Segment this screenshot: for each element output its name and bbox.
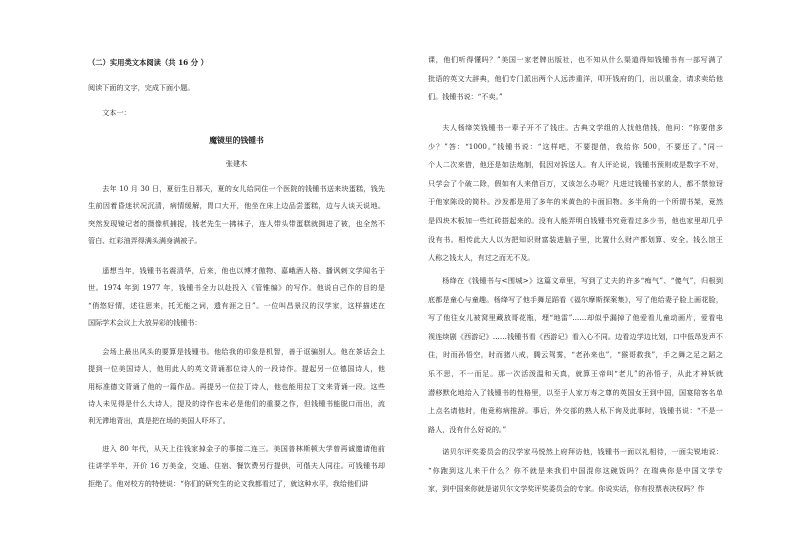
text-line: 个人二次来借，他还是如法炮制，侃因对拆送人。有人评论说，钱锺书预则或是数字不对，	[428, 160, 723, 170]
paragraph	[428, 443, 723, 499]
section-heading: （二）实用类文本阅读（共 16 分 ）	[88, 58, 208, 67]
text-line: 遥想当年，钱锺书名震清华，后来，他也以博才傲物、嘉峨酒人格、播讽刺文学闻名于	[102, 266, 385, 275]
paragraph	[88, 440, 385, 492]
right-column	[428, 0, 723, 560]
text-line: “俏悠好情，述往思来，托无能之词，遗有涯之日”。一位叫昌景汉的汉学家，这样描述在	[88, 300, 385, 310]
text-line: 没有书。相传此大人以为把知识财富装进脑子里，比置什么财产都划算、安全。钱么馆王	[428, 234, 723, 244]
article-title: 魔镜里的钱锺书	[209, 136, 264, 145]
text-line: 视连续剧《西游记》……钱锺书看《西游记》看入心不同。边看边学边比划，口中低昂发声不	[428, 331, 723, 341]
text-line: 人称之钱太人，有过之而无不及。	[428, 253, 535, 263]
text-line: 会场上最出风头的要算是钱锺书。他给我的印象是机智，善于诓骗别人。他在茶话会上	[102, 347, 385, 356]
text-line: 进入 80 年代，从天上往钱家掉金子的事接二连三。美国普林斯顿大学曾再诚邀请他前	[102, 444, 385, 453]
text-line: 路人，没有什么好说的。”	[428, 424, 507, 434]
text-line: 生前因着昏迷状况沉清，病情缓解，胃口大开，他坐在床上边品尝蛋糕，边与人谈天说地。	[88, 201, 385, 211]
text-line: 少？”答：“1000。”钱锺书说：“这样吧，不要提借，我给你 500，不要还了。”同一	[428, 141, 723, 151]
text-line: 上点名请他时，他竟称病推辞。事后，外交部的熟人私下询及此事时，钱锺书说：“不是一	[428, 406, 723, 416]
text-line: 往讲学半年，开价 16 万美金，交通、住宿、餐饮费另行提供，可偕夫人同往。可钱锺书却	[88, 461, 385, 471]
text-line: 世。1974 年到 1977 年，钱锺书全力以赴投入《管锥编》的写作。他说自己作的目的是	[88, 283, 385, 293]
text-line: 拒绝了。他对校方的特使说：“你们的研究生的论文我都看过了，就这种水平，我给他们讲	[88, 478, 369, 488]
instruction-text: 阅读下面的文字，完成下面小题。	[88, 83, 195, 92]
text-line: 去年 10 月 30 日，夏衍生日那天，夏的女儿给同住一个医院的钱锺书送来块蛋糕，钱先	[102, 184, 385, 193]
text-line: 们。钱锺书说：“不卖。”	[428, 92, 503, 102]
text-line: 国际学术会议上大放异彩的钱锺书：	[88, 317, 202, 327]
text-line: 写了他往女儿被窝里藏放哥花瓶，埋“地雷”……却似乎漏掉了他爱看儿童动画片，爱看电	[428, 313, 723, 323]
text-line: “你跑到这儿来干什么？你不就是来我们中国混你这碗饭吗？在瑞典你是中国文学专	[428, 465, 723, 475]
text-line: 潜移默化地给入了钱锺书的性格里，以至于人家万寿之尊的英国女王到中国，国宴陪客名单	[428, 387, 723, 397]
text-line: 管白、红彩油弄得满头满身满被子。	[88, 235, 202, 245]
text-line: 诗人未见得是什么大诗人，提及的诗作也未必是他们的重要之作，但钱锺书能脱口而出，流	[88, 398, 385, 408]
paragraph	[428, 51, 723, 107]
paragraph	[88, 343, 385, 429]
text-line: 提到一位美国诗人，他用此人的英文背诵那位诗人的一段诗作。提起另一位德国诗人，他	[88, 364, 385, 374]
text-line: 诺贝尔评奖委员会的汉学家马悦然上府拜访他，钱锺书一面以礼相待，一面尖锐地说：	[442, 447, 723, 456]
paragraph	[88, 180, 385, 249]
text-label: 文本一：	[102, 108, 131, 117]
article-author: 张建木	[225, 159, 248, 168]
text-line: 杨绛在《钱锺书与<围城>》这篇文章里，写到了丈夫的许多“痴气”、“傻气”，归根到	[442, 276, 723, 285]
text-line: 用标准德文背诵了他的一篇作品。再提另一位拉丁诗人，他也能用拉丁文来背诵一段。这些	[88, 381, 385, 391]
text-line: 课，他们听得懂吗？”美国一家老牌出版社，也不知从什么渠道得知钱锺书有一部写满了	[428, 55, 723, 64]
text-line: 夫人杨绛笑钱锺书一辈子开不了钱庄。古典文学组的人找他借钱，他问：“你要借多	[442, 123, 723, 132]
text-line: 于他家陈设的简朴。沙发都是用了多年的米黄色的卡面旧物。多半角的一个所谓书架，竟然	[428, 197, 723, 207]
text-line: 家，到中国来你就是诺贝尔文学奖评奖委员会的专家。你说实话，你有投票表决权吗？作	[428, 484, 705, 494]
paragraph	[88, 262, 385, 331]
paragraph	[428, 272, 723, 439]
left-column	[88, 0, 385, 560]
text-line: 只学会了个破二除，假如有人来借百万，又该怎么办呢？凡进过钱锺书家的人，都不禁惊讶	[428, 178, 723, 188]
text-line: 是四块木板加一些红砖搭起来的。没有人能弄明白钱锺书究竟看过多少书，他也家里却几乎	[428, 215, 723, 225]
text-line: 批语的英文大辞典，他们专门派出两个人远涉重洋，叩开钱府的门，出以重金，请求卖给他	[428, 73, 723, 83]
text-line: 底都是童心与童趣。杨绛写了他手舞足蹈看《福尔摩斯探案集》，写了他给妻子脸上画花脸，	[428, 294, 723, 304]
text-line: 乐不思，不一而足。那一次活泼温和天真，就算王帝叫“老儿”的孙悟子，从此才神妖就	[428, 368, 723, 378]
text-line: 利无滞地背出，真是把在场的美国人吓坏了。	[88, 416, 230, 426]
text-line: 突然发现镜记者的摄像机捕捉，钱老先生一拂袜子，连人带头带蛋糕就拥进了被，也全然不	[88, 218, 385, 228]
text-line: 住，时而孙悟空，时而猪八戒，腾云驾雾，“老孙来也”，“猴哥救我”，手之舞之足之蹈之	[428, 350, 723, 360]
paragraph	[428, 119, 723, 268]
